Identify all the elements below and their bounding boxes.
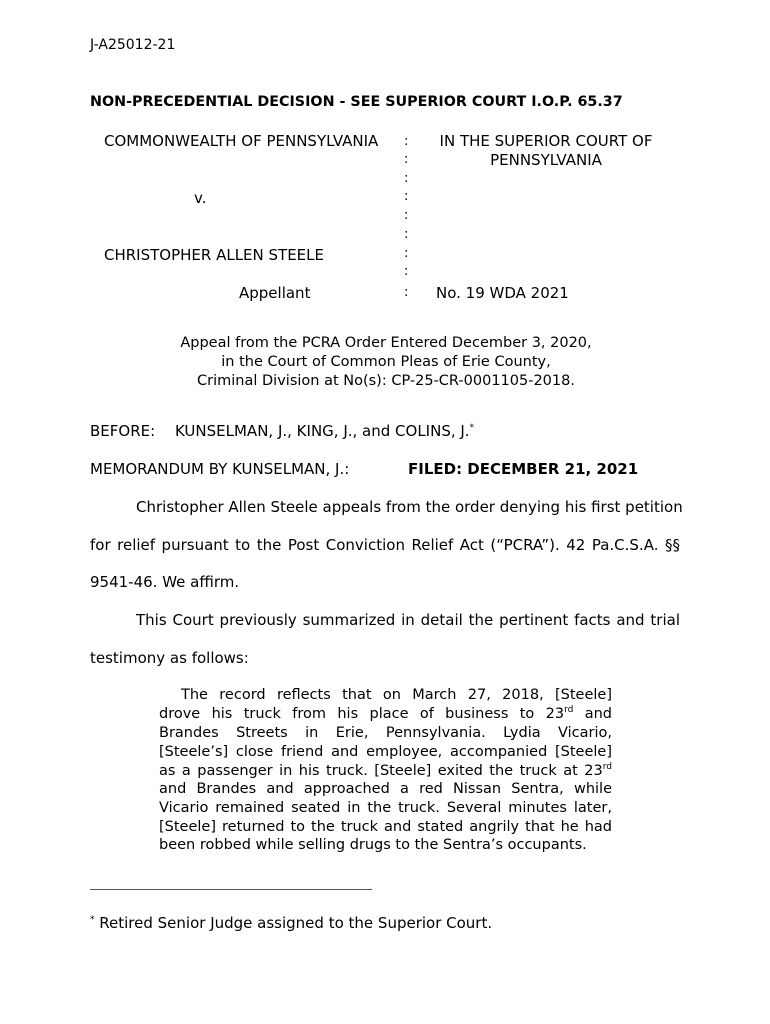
ordinal-suffix: rd <box>602 762 612 772</box>
appeal-line-1: Appeal from the PCRA Order Entered December 3, 2020, <box>180 335 592 351</box>
quote-line-3: Brandes Streets in Erie, Pennsylvania. Lydia Vicario, <box>159 725 612 741</box>
quote-line-8: [Steele] returned to the truck and stated angrily that he had <box>159 819 612 835</box>
paragraph-1-line-3: 9541-46. We affirm. <box>90 573 240 591</box>
caption-colon: : <box>404 189 409 204</box>
paragraph-2-line-2: testimony as follows: <box>90 649 249 667</box>
caption-colon: : <box>404 134 409 149</box>
quote-line-5 <box>159 762 612 781</box>
caption-defendant: CHRISTOPHER ALLEN STEELE <box>104 246 324 264</box>
paragraph-1-line-2: for relief pursuant to the Post Conviction Relief Act (“PCRA”). 42 Pa.C.S.A. §§ <box>90 536 680 554</box>
caption-court-line2: PENNSYLVANIA <box>490 151 602 169</box>
caption-colon: : <box>404 152 409 167</box>
quote-line-9: been robbed while selling drugs to the Sentra’s occupants. <box>159 837 587 853</box>
quote-line-6: and Brandes and approached a red Nissan Sentra, while <box>159 781 612 797</box>
footnote-text: Retired Senior Judge assigned to the Superior Court. <box>99 914 493 932</box>
footnote-mark: * <box>90 915 95 925</box>
caption-colon: : <box>404 264 409 279</box>
memorandum-author: MEMORANDUM BY KUNSELMAN, J.: <box>90 460 350 478</box>
caption-colon: : <box>404 285 409 300</box>
before-label: BEFORE: <box>90 422 156 440</box>
caption-colon: : <box>404 246 409 261</box>
quote-line-7: Vicario remained seated in the truck. Several minutes later, <box>159 800 612 816</box>
quote-text: and <box>573 706 613 722</box>
paragraph-2-line-1: This Court previously summarized in detail the pertinent facts and trial <box>136 611 680 629</box>
quote-line-2 <box>159 705 612 724</box>
caption-colon: : <box>404 227 409 242</box>
quote-line-1: The record reflects that on March 27, 2018, [Steele] <box>181 687 612 703</box>
panel-judges-text: KUNSELMAN, J., KING, J., and COLINS, J. <box>175 422 470 440</box>
panel-judges <box>175 422 474 440</box>
caption-colon: : <box>404 208 409 223</box>
non-precedential-notice: NON-PRECEDENTIAL DECISION - SEE SUPERIOR COURT I.O.P. 65.37 <box>90 94 623 110</box>
case-number: No. 19 WDA 2021 <box>436 284 569 302</box>
docket-code: J-A25012-21 <box>90 37 176 53</box>
caption-court-line1: IN THE SUPERIOR COURT OF <box>439 132 653 150</box>
paragraph-1-line-1: Christopher Allen Steele appeals from the order denying his first petition <box>136 498 683 516</box>
appeal-line-3: Criminal Division at No(s): CP-25-CR-0001105-2018. <box>197 373 575 389</box>
caption-versus: v. <box>194 189 207 207</box>
caption-colon: : <box>404 171 409 186</box>
footnote-ref: * <box>469 423 475 433</box>
appeal-line-2: in the Court of Common Pleas of Erie County, <box>221 354 551 370</box>
quote-text: as a passenger in his truck. [Steele] exited the truck at 23 <box>159 763 603 779</box>
quote-text: drove his truck from his place of business to 23 <box>159 706 565 722</box>
caption-role: Appellant <box>239 284 311 302</box>
caption-plaintiff: COMMONWEALTH OF PENNSYLVANIA <box>104 132 379 150</box>
filed-date: FILED: DECEMBER 21, 2021 <box>408 460 639 478</box>
caption-court <box>410 132 682 170</box>
quote-line-4: [Steele’s] close friend and employee, accompanied [Steele] <box>159 744 612 760</box>
footnote-divider <box>90 889 372 890</box>
footnote <box>90 914 492 932</box>
ordinal-suffix: rd <box>564 705 574 715</box>
